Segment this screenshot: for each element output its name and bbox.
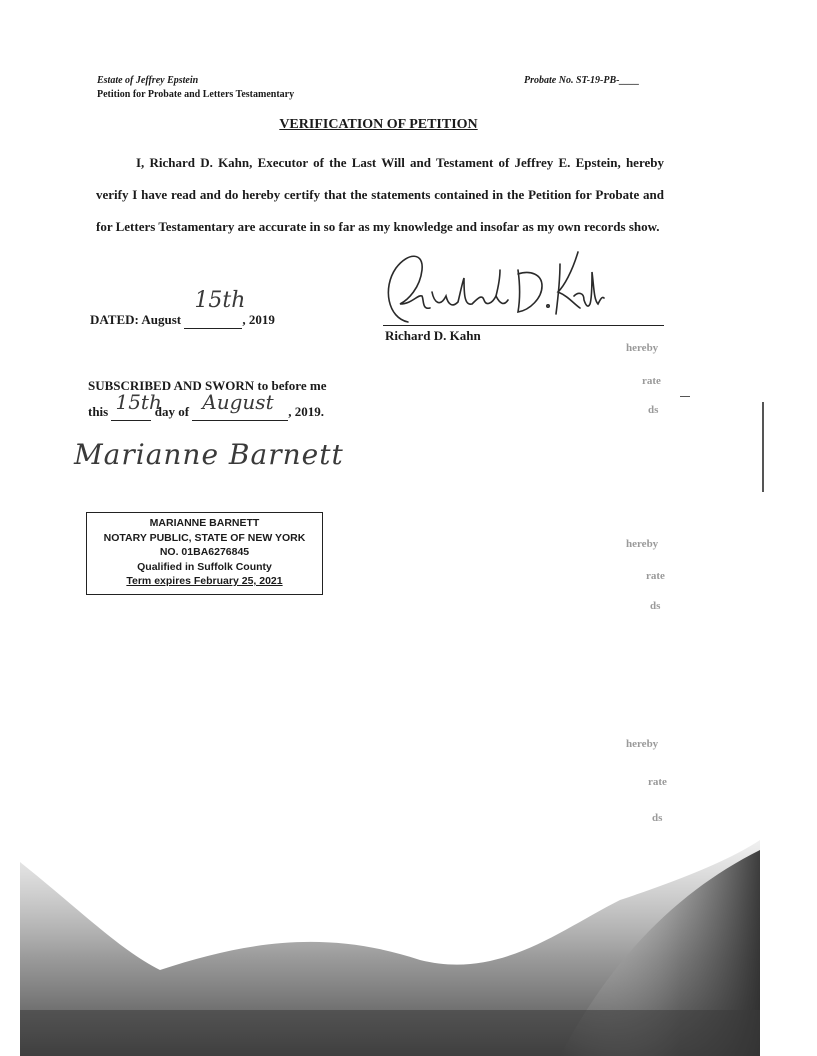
bleed-text: ds [652,812,663,824]
jurat-month-blank [192,390,288,421]
stamp-expires: Term expires February 25, 2021 [126,575,283,587]
dated-day-handwritten: 15th [194,288,246,313]
jurat-line: SUBSCRIBED AND SWORN to before me [88,378,327,393]
dated-day-blank [184,288,246,329]
verification-text: I, Richard D. Kahn, Executor of the Last Will and Testament of Jeffrey E. Epstein, hereby verify I have read and do hereby certify that the statements contained in the Petition for Probate and for Letters Testamentary are accurate in so far as my knowledge and insofar as my own records show. [96,155,664,234]
scan-shadow [0,800,817,1056]
dated-suffix: , 2019 [242,312,275,327]
jurat-date-line [88,390,325,421]
stamp-county: Qualified in Suffolk County [137,560,272,573]
stamp-title: NOTARY PUBLIC, STATE OF NEW YORK [103,531,306,544]
bleed-text: ds [648,404,659,416]
bleed-text: rate [642,375,661,387]
page-title: VERIFICATION OF PETITION [279,117,478,132]
dated-prefix: DATED: August [90,312,182,327]
jurat-day-of: day of [154,404,190,419]
scan-edge-mark [680,396,690,397]
document-type: Petition for Probate and Letters Testamentary [97,89,295,100]
jurat-year: , 2019. [288,404,325,419]
jurat-this: this [88,404,109,419]
jurat-month-handwritten: August [202,390,274,414]
bleed-text: hereby [626,538,659,550]
bleed-text: hereby [626,342,659,354]
signer-name: Richard D. Kahn [385,328,481,343]
notary-signature: Marianne Barnett [74,438,344,471]
notary-stamp [86,512,323,595]
verification-paragraph [96,147,664,243]
executor-signature [378,248,608,328]
bleed-text: hereby [626,738,659,750]
estate-name: Estate of Jeffrey Epstein [97,75,199,86]
scan-edge-mark [762,402,764,492]
bleed-text: rate [648,776,667,788]
jurat-day-blank [111,390,162,421]
stamp-name: MARIANNE BARNETT [149,517,260,529]
signature-line [383,325,664,326]
probate-number: Probate No. ST-19-PB-____ [524,75,640,86]
dated-line [90,288,275,329]
bleed-text: ds [650,600,661,612]
bleed-text: rate [646,570,665,582]
jurat-day-handwritten: 15th [115,390,162,414]
stamp-number: NO. 01BA6276845 [159,546,250,558]
